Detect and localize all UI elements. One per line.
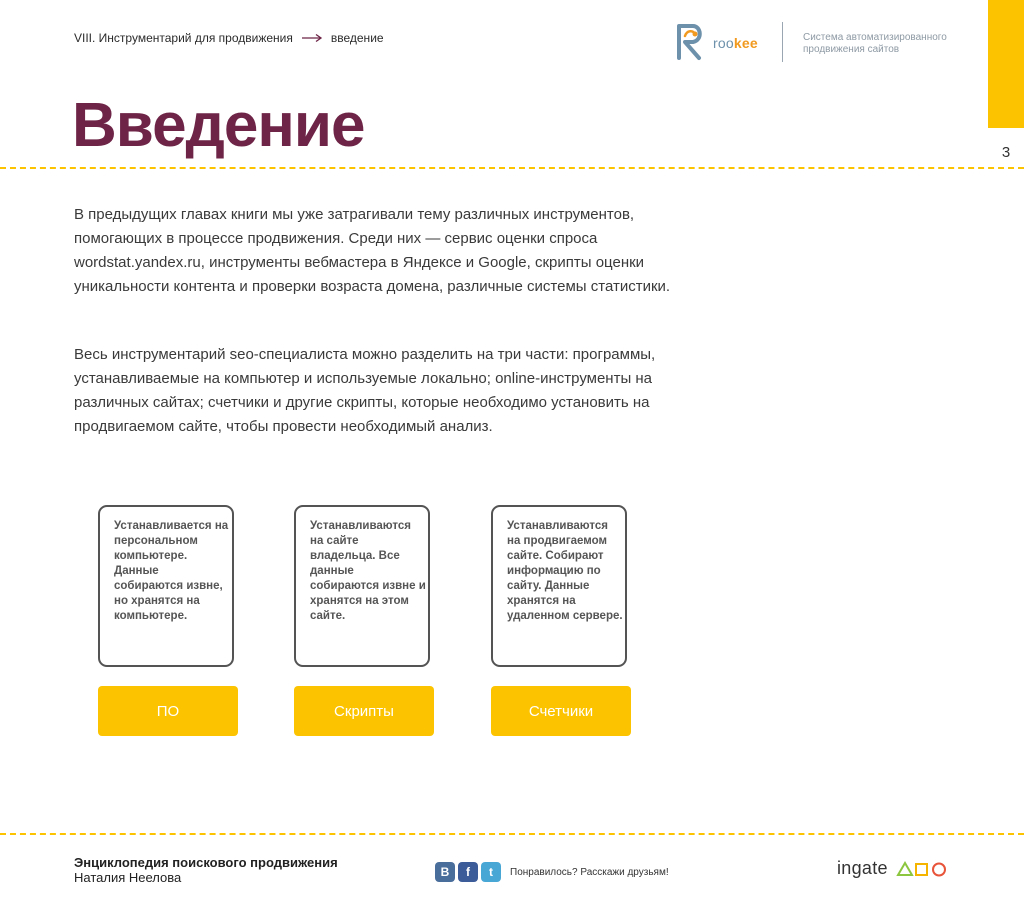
label-scripts: Скрипты	[294, 686, 434, 736]
vk-share-icon[interactable]: В	[435, 862, 455, 882]
breadcrumb-page: введение	[330, 31, 384, 45]
page-number: 3	[1001, 144, 1011, 161]
corner-accent-bar	[988, 0, 1024, 128]
social-share-buttons	[435, 862, 501, 882]
arrow-right-icon	[301, 33, 323, 43]
label-software: ПО	[98, 686, 238, 736]
card-counters	[491, 505, 627, 667]
card-description: Устанавливаются на сайте владельца. Все данные собираются извне и хранятся на этом сайте.	[310, 520, 426, 622]
rookee-r-icon	[673, 20, 707, 67]
card-software	[98, 505, 234, 667]
rookee-wordmark: rookee	[713, 35, 758, 51]
page-title: Введение	[72, 91, 365, 160]
ingate-logo[interactable]	[837, 858, 948, 879]
divider-bottom	[0, 833, 1024, 835]
breadcrumb	[74, 31, 384, 45]
book-title: Энциклопедия поискового продвижения	[74, 855, 338, 870]
share-prompt: Понравилось? Расскажи друзьям!	[510, 867, 669, 878]
label-counters: Счетчики	[491, 686, 631, 736]
logo-divider	[782, 22, 783, 62]
intro-paragraph: В предыдущих главах книги мы уже затрагивали тему различных инструментов, помогающих в процессе продвижения. Среди них — сервис оценки спроса wordstat.yandex.ru, инструменты вебмастера в Яндексе и Google, скрипты оценки уникальности контента и проверки возраста домена, различные системы статистики.	[74, 206, 671, 295]
card-description: Устанавливаются на продвигаемом сайте. Собирают информацию по сайту. Данные хранятся на удаленном сервере.	[507, 520, 623, 622]
breadcrumb-section: VIII. Инструментарий для продвижения	[74, 31, 293, 45]
divider-top	[0, 167, 1024, 169]
card-scripts	[294, 505, 430, 667]
facebook-share-icon[interactable]: f	[458, 862, 478, 882]
ingate-wordmark: ingate	[837, 858, 888, 878]
card-description: Устанавливается на персональном компьютере. Данные собираются извне, но хранятся на компьютере.	[114, 520, 229, 622]
rookee-logo[interactable]	[673, 22, 768, 64]
toolkit-paragraph: Весь инструментарий seo-специалиста можно разделить на три части: программы, устанавливаемые на компьютер и используемые локально; online-инструменты на различных сайтах; счетчики и другие скрипты, которые необходимо установить на продвигаемом сайте, чтобы провести необходимый анализ.	[74, 346, 656, 435]
book-author: Наталия Неелова	[74, 870, 182, 885]
twitter-share-icon[interactable]: t	[481, 862, 501, 882]
ingate-shapes-icon	[896, 860, 948, 878]
tagline: Система автоматизированного продвижения сайтов	[803, 32, 947, 55]
